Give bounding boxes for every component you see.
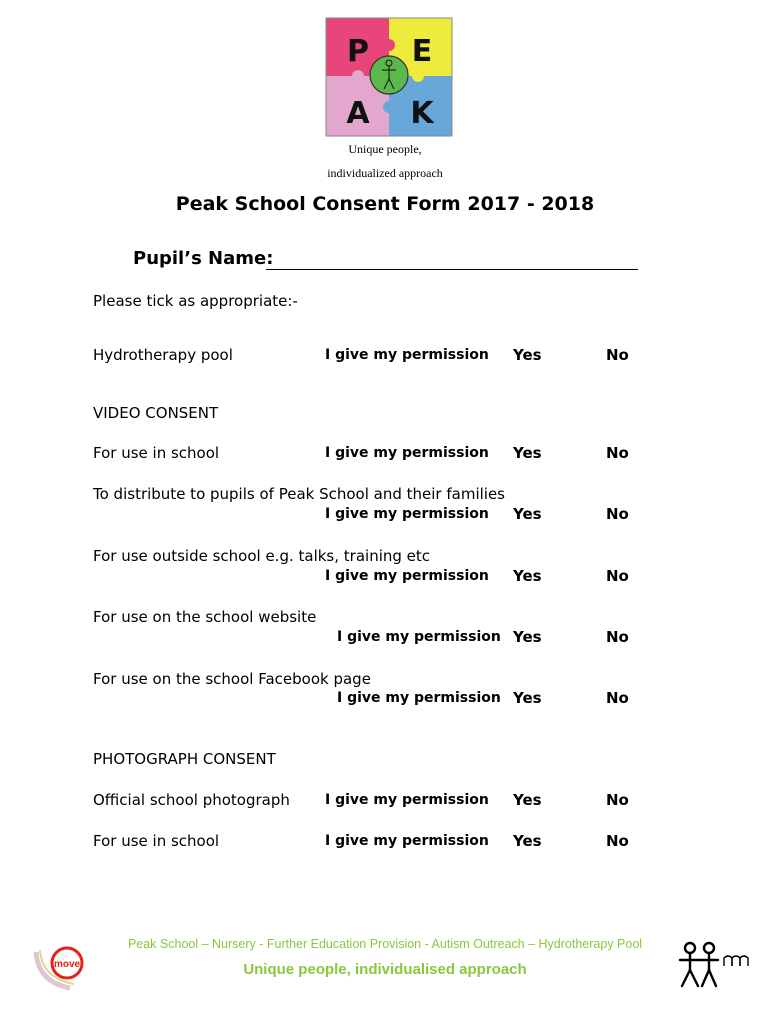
photo-item-yes-option[interactable]: Yes (513, 791, 542, 809)
photo-item-label: For use in school (93, 832, 220, 850)
video-consent-heading: VIDEO CONSENT (93, 404, 219, 422)
video-item-label: For use on the school website (93, 608, 317, 626)
video-item-label: To distribute to pupils of Peak School and their families (93, 485, 505, 503)
video-item-no-option[interactable]: No (606, 505, 629, 523)
video-item-no-option[interactable]: No (606, 567, 629, 585)
pupil-name-label: Pupil’s Name: (133, 248, 274, 269)
pupil-name-field[interactable] (266, 269, 638, 270)
tagline-line-2: individualized approach (327, 166, 443, 180)
video-item-permission: I give my permission (325, 568, 489, 584)
logo-letter-k: K (410, 96, 434, 131)
photo-item-yes-option[interactable]: Yes (513, 832, 542, 850)
stick-figures-logo (676, 940, 750, 990)
photo-item-permission: I give my permission (325, 833, 489, 849)
video-item-yes-option[interactable]: Yes (513, 505, 542, 523)
video-item-label: For use outside school e.g. talks, training etc (93, 547, 431, 565)
video-item-yes-option[interactable]: Yes (513, 567, 542, 585)
footer-services: Peak School – Nursery - Further Education Provision - Autism Outreach – Hydrotherapy Pool (127, 937, 643, 951)
hydro-permission: I give my permission (325, 347, 489, 363)
tagline-line-1: Unique people, (348, 142, 422, 156)
page-title: Peak School Consent Form 2017 - 2018 (175, 193, 595, 215)
stick-figures-icon (676, 940, 750, 990)
photo-item-label: Official school photograph (93, 791, 290, 809)
footer-slogan: Unique people, individualised approach (243, 961, 527, 978)
peak-logo (325, 17, 453, 137)
logo-letter-e: E (411, 34, 433, 69)
video-item-no-option[interactable]: No (606, 628, 629, 646)
video-item-no-option[interactable]: No (606, 444, 629, 462)
video-item-no-option[interactable]: No (606, 689, 629, 707)
video-item-yes-option[interactable]: Yes (513, 628, 542, 646)
video-item-yes-option[interactable]: Yes (513, 444, 542, 462)
logo-letter-p: P (347, 34, 369, 69)
hydro-label: Hydrotherapy pool (93, 346, 233, 364)
video-item-permission: I give my permission (337, 690, 501, 706)
hydro-no-option[interactable]: No (606, 346, 629, 364)
logo-letter-a: A (346, 96, 370, 131)
video-item-permission: I give my permission (337, 629, 501, 645)
instruction-text: Please tick as appropriate:- (93, 292, 298, 310)
video-item-yes-option[interactable]: Yes (513, 689, 542, 707)
photo-item-no-option[interactable]: No (606, 791, 629, 809)
photograph-consent-heading: PHOTOGRAPH CONSENT (93, 750, 276, 768)
move-logo-text: move (53, 959, 81, 970)
peak-logo-graphic (325, 17, 453, 137)
video-item-permission: I give my permission (325, 445, 489, 461)
hydro-yes-option[interactable]: Yes (513, 346, 542, 364)
photo-item-permission: I give my permission (325, 792, 489, 808)
video-item-permission: I give my permission (325, 506, 489, 522)
video-item-label: For use in school (93, 444, 220, 462)
video-item-label: For use on the school Facebook page (93, 670, 371, 688)
photo-item-no-option[interactable]: No (606, 832, 629, 850)
